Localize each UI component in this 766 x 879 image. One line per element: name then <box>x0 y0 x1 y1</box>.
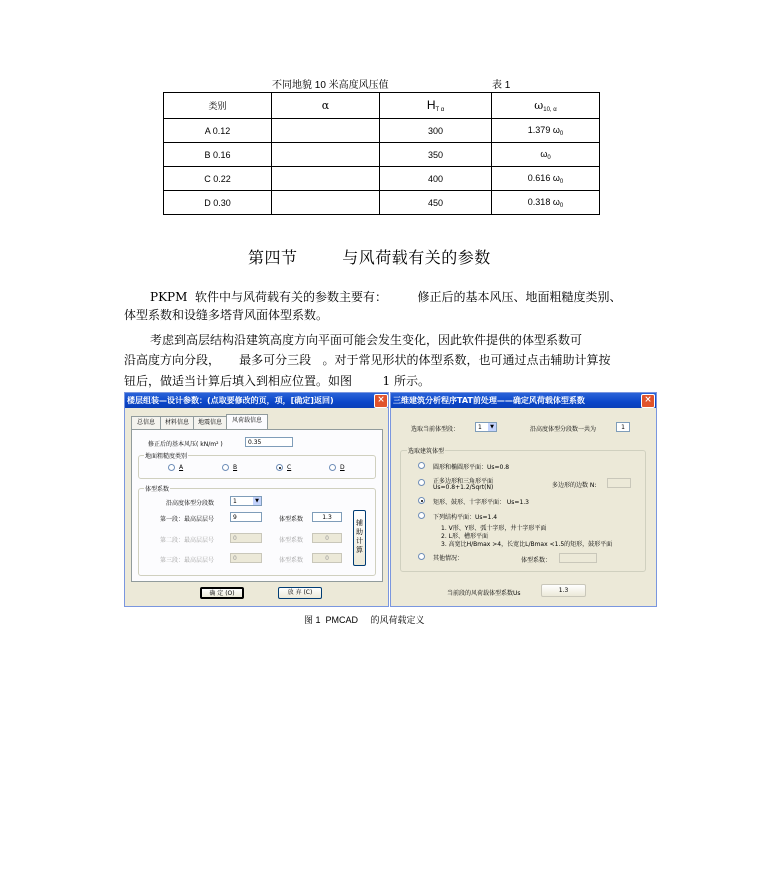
roughness-label: 地面粗糙度类别 <box>145 453 188 460</box>
shape-radio-special[interactable] <box>418 512 425 519</box>
shape-radio-polygon[interactable] <box>418 479 425 486</box>
cell-value: 1.379 $\omega_0$ <box>492 119 600 143</box>
auxiliary-calc-button[interactable]: 辅助计算 <box>353 510 366 566</box>
table-header-row <box>164 93 600 119</box>
seg1-floor-input[interactable]: 9 <box>230 512 262 522</box>
cell-alpha <box>272 167 380 191</box>
dialog-title: 楼层组装—设计参数：(点取要修改的页，项，[确定]返回) <box>125 393 388 408</box>
header-category: 类别 <box>164 93 272 119</box>
tab-wind[interactable]: 风荷载信息 <box>226 414 268 429</box>
paragraph-line: 考虑到高层结构沿建筑高度方向平面可能会发生变化，因此软件提供的体型系数可 <box>150 333 583 347</box>
cell-value: 0.318 $\omega_0$ <box>492 191 600 215</box>
other-coef-label: 体型系数： <box>521 557 552 564</box>
cell-height: 450 <box>380 191 492 215</box>
section-title: 第四节 与风荷载有关的参数 <box>248 248 491 267</box>
paragraph-line: 体型系数和设缝多塔背风面体型系数。 <box>124 308 329 322</box>
table-row <box>164 167 600 191</box>
roughness-radio-d[interactable] <box>329 464 336 471</box>
shape-option-label: 下列结构平面：Us=1.4 <box>433 514 498 521</box>
current-segment-label: 选取当前体型段： <box>411 426 460 433</box>
roughness-option-label: C <box>287 464 292 471</box>
roughness-option-label: A <box>179 464 184 471</box>
cell-alpha <box>272 191 380 215</box>
shape-radio-circle[interactable] <box>418 462 425 469</box>
seg3-coef-input[interactable]: 0 <box>312 553 342 563</box>
paragraph-line: 沿高度方向分段， 最多可分三段 。对于常见形状的体型系数，也可通过点击辅助计算按 <box>124 353 611 367</box>
seg2-coef-input[interactable]: 0 <box>312 533 342 543</box>
cell-height: 350 <box>380 143 492 167</box>
chevron-down-icon: ▼ <box>253 497 261 505</box>
seg2-label: 第二段：最高层层号 <box>160 537 215 544</box>
seg2-floor-input[interactable]: 0 <box>230 533 262 543</box>
seg1-label: 第一段：最高层层号 <box>160 516 215 523</box>
seg1-coef-input[interactable]: 1.3 <box>312 512 342 522</box>
cell-category: C 0.22 <box>164 167 272 191</box>
roughness-option-label: D <box>340 464 345 471</box>
wind-pressure-table <box>163 92 600 215</box>
shape-radio-other[interactable] <box>418 553 425 560</box>
shape-group-label: 体型系数 <box>145 486 170 493</box>
pressure-label: 修正后的基本风压( kN/m² ) <box>148 441 223 448</box>
tab-seismic[interactable]: 地震信息 <box>193 416 227 429</box>
other-coef-input[interactable] <box>559 553 597 563</box>
cell-alpha <box>272 119 380 143</box>
cell-alpha <box>272 143 380 167</box>
figure-caption: 图 1 PMCAD 的风荷载定义 <box>304 615 425 625</box>
roughness-radio-b[interactable] <box>222 464 229 471</box>
dialog-title: 三维建筑分析程序TAT前处理——确定风荷载体型系数 <box>391 393 656 408</box>
segments-select[interactable]: 1 ▼ <box>230 496 262 506</box>
chevron-down-icon: ▼ <box>488 423 496 431</box>
seg3-coef-label: 体型系数 <box>279 557 304 564</box>
special-item: 3. 高宽比H/Bmax >4，长宽比L/Bmax <1.5的矩形，鼓形平面 <box>441 541 613 548</box>
roughness-option-label: B <box>233 464 238 471</box>
polygon-sides-input[interactable] <box>607 478 631 488</box>
table-title: 不同地貌 10 米高度风压值 <box>272 80 389 91</box>
polygon-sides-label: 多边形的边数 N: <box>552 482 597 489</box>
cell-value: $\omega_0$ <box>492 143 600 167</box>
paragraph-line: 钮后，做适当计算后填入到相应位置。如图 1 所示。 <box>124 374 430 388</box>
segments-label: 沿高度体型分段数 <box>166 500 215 507</box>
seg3-label: 第三段：最高层层号 <box>160 557 215 564</box>
close-icon[interactable]: × <box>374 394 388 408</box>
cell-category: B 0.16 <box>164 143 272 167</box>
tab-material[interactable]: 材料信息 <box>160 416 194 429</box>
result-value[interactable]: 1.3 <box>541 584 586 597</box>
ok-button[interactable]: 确 定 (O) <box>200 587 244 599</box>
cell-category: A 0.12 <box>164 119 272 143</box>
header-omega: $\omega_{10, \alpha}$ <box>492 93 600 119</box>
cell-height: 400 <box>380 167 492 191</box>
paragraph-line: PKPM 软件中与风荷载有关的参数主要有： 修正后的基本风压、地面粗糙度类别、 <box>150 290 622 304</box>
seg3-floor-input[interactable]: 0 <box>230 553 262 563</box>
table-row <box>164 119 600 143</box>
cell-category: D 0.30 <box>164 191 272 215</box>
shape-coefficient-dialog <box>390 392 657 607</box>
wind-settings-panel <box>131 429 383 582</box>
cell-value: 0.616 $\omega_0$ <box>492 167 600 191</box>
total-segments-label: 沿高度体型分段数一共为 <box>530 426 597 433</box>
seg2-coef-label: 体型系数 <box>279 537 304 544</box>
table-row <box>164 143 600 167</box>
shape-option-formula: Us=0.8+1.2/Sqrt(N) <box>433 484 494 491</box>
table-number: 表 1 <box>492 80 511 91</box>
roughness-radio-c[interactable] <box>276 464 283 471</box>
close-icon[interactable]: × <box>641 394 655 408</box>
shape-option-label: 圆形和椭圆形平面：Us=0.8 <box>433 464 510 471</box>
total-segments-value: 1 <box>616 422 630 432</box>
seg1-coef-label: 体型系数 <box>279 516 304 523</box>
header-height: $H_{T \alpha}$ <box>380 93 492 119</box>
header-alpha: α <box>272 93 380 119</box>
result-label: 当前段的风荷载体型系数Us <box>447 590 521 597</box>
shape-radio-rectangle[interactable] <box>418 497 425 504</box>
cell-height: 300 <box>380 119 492 143</box>
table-row <box>164 191 600 215</box>
special-item: 2. L形、槽形平面 <box>441 533 488 540</box>
roughness-radio-a[interactable] <box>168 464 175 471</box>
building-shape-label: 选取建筑体型 <box>408 448 445 455</box>
tab-strip <box>131 416 331 430</box>
current-segment-select[interactable]: 1 ▼ <box>475 422 497 432</box>
design-parameters-dialog <box>124 392 389 607</box>
tab-general[interactable]: 总信息 <box>131 416 161 429</box>
special-item: 1. V形、Y形、弧十字形，井十字形平面 <box>441 525 547 532</box>
shape-option-label: 其他情况： <box>433 555 464 562</box>
shape-option-label: 正多边形和三角形平面 <box>433 478 494 485</box>
shape-option-label: 矩形、鼓形、十字形平面： Us=1.3 <box>433 499 529 506</box>
cancel-button[interactable]: 放 弃 (C) <box>278 587 322 599</box>
pressure-input[interactable]: 0.35 <box>245 437 293 447</box>
